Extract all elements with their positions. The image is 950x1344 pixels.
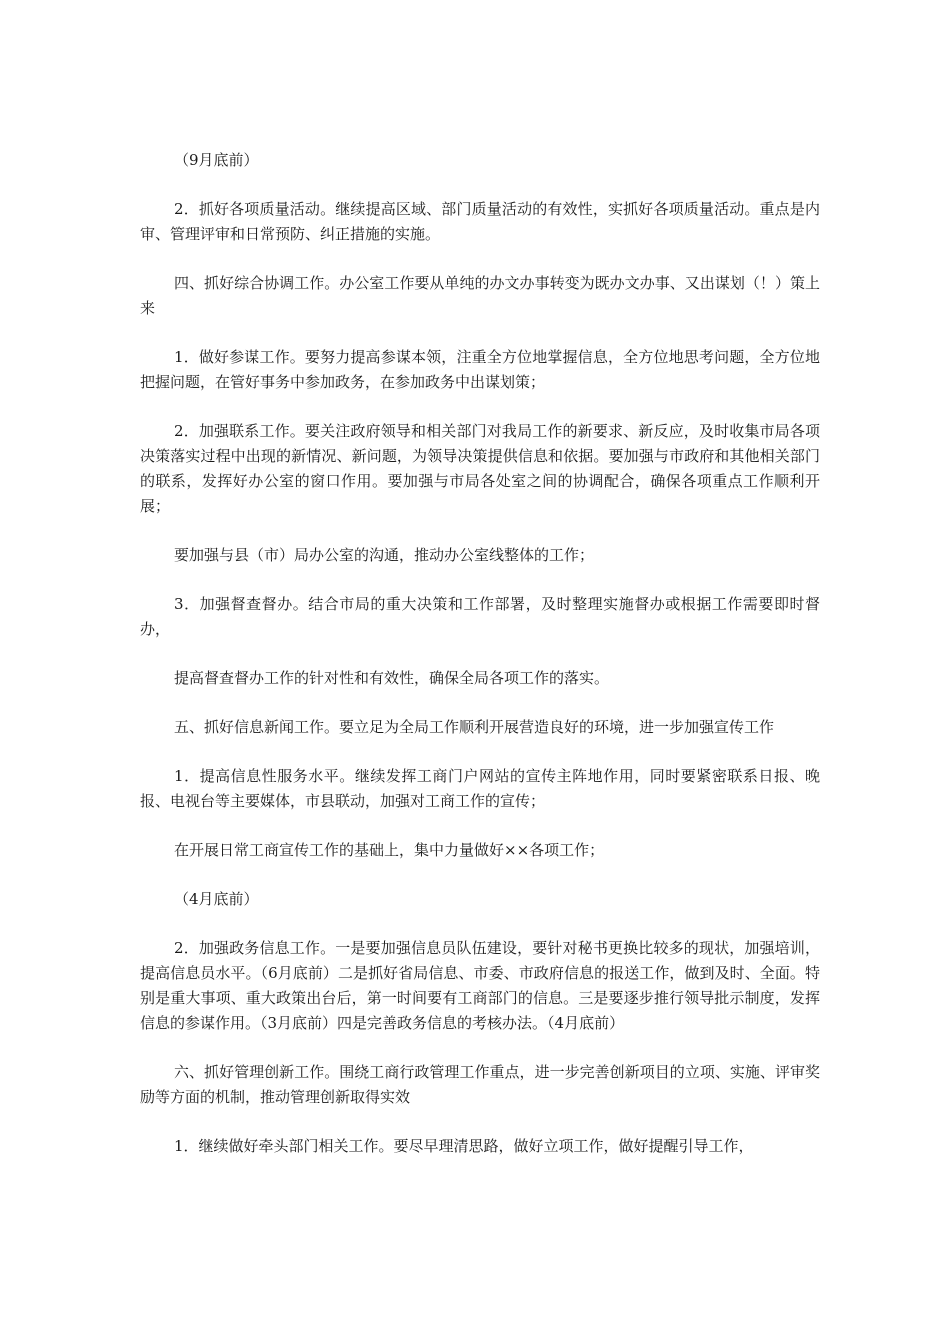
paragraph-supervision: 3．加强督查督办。结合市局的重大决策和工作部署，及时整理实施督办或根据工作需要即时督办， — [140, 595, 820, 638]
paragraph-quality-activities: 2．抓好各项质量活动。继续提高区域、部门质量活动的有效性，实抓好各项质量活动。重点是内审、管理评审和日常预防、纠正措施的实施。 — [140, 200, 820, 243]
paragraph-lead-department: 1．继续做好牵头部门相关工作。要尽早理清思路，做好立项工作，做好提醒引导工作， — [174, 1137, 754, 1155]
paragraph-deadline-apr: （4月底前） — [174, 890, 259, 908]
paragraph-info-service: 1．提高信息性服务水平。继续发挥工商门户网站的宣传主阵地作用，同时要紧密联系日报、晚报、电视台等主要媒体，市县联动，加强对工商工作的宣传； — [140, 767, 820, 810]
paragraph-section-5-heading: 五、抓好信息新闻工作。要立足为全局工作顺利开展营造良好的环境，进一步加强宣传工作 — [174, 718, 775, 736]
paragraph-publicity: 在开展日常工商宣传工作的基础上，集中力量做好××各项工作； — [174, 841, 605, 859]
paragraph-advisory-work: 1．做好参谋工作。要努力提高参谋本领，注重全方位地掌握信息，全方位地思考问题，全方位地把握问题，在管好事务中参加政务，在参加政务中出谋划策； — [140, 348, 820, 391]
paragraph-section-4-heading: 四、抓好综合协调工作。办公室工作要从单纯的办文办事转变为既办文办事、又出谋划（！）策上来 — [140, 274, 820, 317]
paragraph-county-office: 要加强与县（市）局办公室的沟通，推动办公室线整体的工作； — [174, 546, 595, 564]
paragraph-government-info: 2．加强政务信息工作。一是要加强信息员队伍建设，要针对秘书更换比较多的现状，加强培训，提高信息员水平。（6月底前）二是抓好省局信息、市委、市政府信息的报送工作，做到及时、全面。特别是重大事项、重大政策出台后，第一时间要有工商部门的信息。三是要逐步推行领导批示制度，发挥信息的参谋作用。（3月底前）四是完善政务信息的考核办法。（4月底前） — [140, 939, 820, 1032]
document-body — [140, 148, 820, 1183]
paragraph-liaison-work: 2．加强联系工作。要关注政府领导和相关部门对我局工作的新要求、新反应，及时收集市局各项决策落实过程中出现的新情况、新问题，为领导决策提供信息和依据。要加强与市政府和其他相关部门的联系，发挥好办公室的窗口作用。要加强与市局各处室之间的协调配合，确保各项重点工作顺利开展； — [140, 422, 820, 515]
paragraph-section-6-heading: 六、抓好管理创新工作。围绕工商行政管理工作重点，进一步完善创新项目的立项、实施、评审奖励等方面的机制，推动管理创新取得实效 — [140, 1063, 820, 1106]
paragraph-deadline-sep: （9月底前） — [174, 151, 259, 169]
paragraph-supervision-effect: 提高督查督办工作的针对性和有效性，确保全局各项工作的落实。 — [174, 669, 610, 687]
